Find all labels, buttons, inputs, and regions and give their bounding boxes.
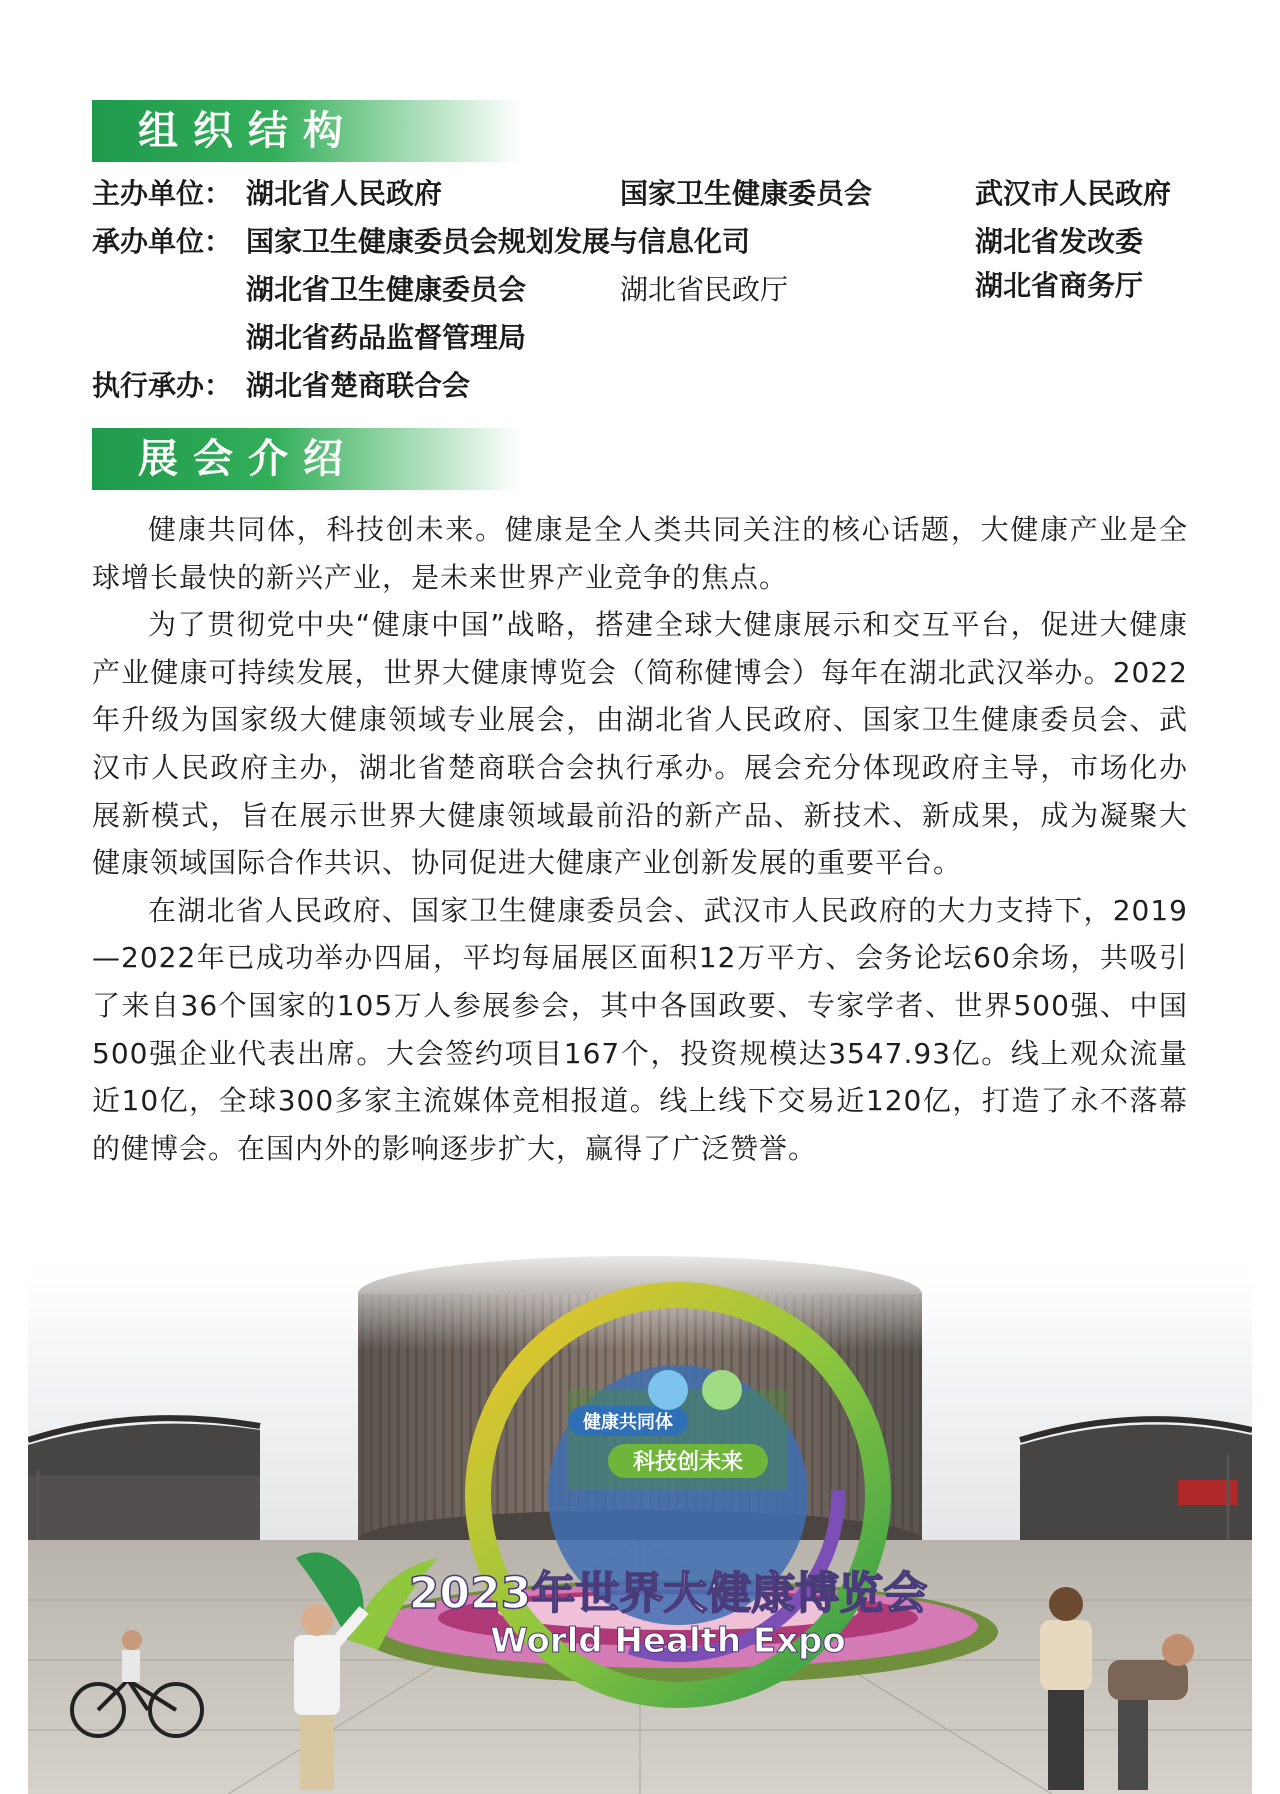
- intro-paragraph: 健康共同体，科技创未来。健康是全人类共同关注的核心话题，大健康产业是全球增长最快的新兴产业，是未来世界产业竞争的焦点。: [92, 513, 1188, 594]
- expo-photo: [28, 1240, 1252, 1794]
- org-section-header: [92, 100, 522, 162]
- expo-scene: [28, 1240, 1252, 1794]
- slogan-line1: 健康共同体: [583, 1412, 673, 1433]
- host-label: 主办单位：: [92, 177, 233, 210]
- expo-name-cn: 2023年世界大健康博览会: [408, 1568, 928, 1619]
- organizer-org: 湖北省发改委: [975, 225, 1144, 258]
- host-org: 国家卫生健康委员会: [620, 177, 873, 210]
- org-section-title: 组织结构: [138, 108, 358, 154]
- organizer-org: 湖北省商务厅: [975, 269, 1144, 302]
- executor-label: 执行承办：: [92, 369, 233, 402]
- intro-paragraph: 在湖北省人民政府、国家卫生健康委员会、武汉市人民政府的大力支持下，2019—2022年已成功举办四届，平均每届展区面积12万平方、会务论坛60余场，共吸引了来自36个国家的105万人参展参会，其中各国政要、专家学者、世界500强、中国500强企业代表出席。大会签约项目167个，投资规模达3547.93亿。线上观众流量近10亿，全球300多家主流媒体竞相报道。线上线下交易近120亿，打造了永不落幕的健博会。在国内外的影响逐步扩大，赢得了广泛赞誉。: [92, 893, 1188, 1165]
- intro-text: [92, 506, 1188, 1172]
- host-org: 武汉市人民政府: [975, 177, 1172, 210]
- expo-name-en: World Health Expo: [490, 1621, 846, 1661]
- organizer-org: 湖北省民政厅: [620, 273, 789, 306]
- organizer-org: 湖北省药品监督管理局: [246, 321, 527, 354]
- organizer-org: 湖北省卫生健康委员会: [246, 273, 527, 306]
- host-org: 湖北省人民政府: [246, 177, 443, 210]
- intro-section-header: [92, 428, 522, 490]
- organizer-org: 国家卫生健康委员会规划发展与信息化司: [246, 225, 751, 258]
- organizer-label: 承办单位：: [92, 225, 233, 258]
- slogan-line2: 科技创未来: [632, 1450, 744, 1475]
- executor-org: 湖北省楚商联合会: [246, 369, 471, 402]
- intro-section-title: 展会介绍: [138, 436, 358, 482]
- intro-paragraph: 为了贯彻党中央“健康中国”战略，搭建全球大健康展示和交互平台，促进大健康产业健康可持续发展，世界大健康博览会（简称健博会）每年在湖北武汉举办。2022年升级为国家级大健康领域专业展会，由湖北省人民政府、国家卫生健康委员会、武汉市人民政府主办，湖北省楚商联合会执行承办。展会充分体现政府主导，市场化办展新模式，旨在展示世界大健康领域最前沿的新产品、新技术、新成果，成为凝聚大健康领域国际合作共识、协同促进大健康产业创新发展的重要平台。: [92, 608, 1188, 880]
